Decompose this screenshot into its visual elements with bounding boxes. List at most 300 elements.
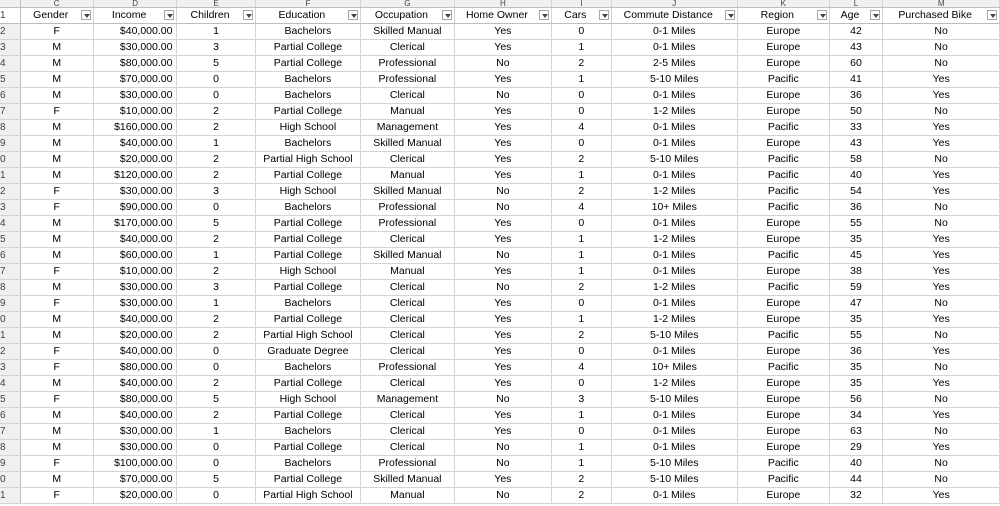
table-cell[interactable]: 40: [829, 456, 883, 472]
table-cell[interactable]: 2: [177, 264, 255, 280]
table-cell[interactable]: 2: [552, 152, 611, 168]
table-cell[interactable]: High School: [255, 264, 361, 280]
table-cell[interactable]: 0: [177, 360, 255, 376]
table-cell[interactable]: 0-1 Miles: [611, 344, 737, 360]
table-cell[interactable]: $20,000.00: [93, 488, 177, 504]
table-cell[interactable]: M: [20, 280, 93, 296]
table-cell[interactable]: 5-10 Miles: [611, 72, 737, 88]
table-cell[interactable]: 0: [552, 24, 611, 40]
column-header[interactable]: [255, 8, 361, 24]
table-cell[interactable]: Europe: [737, 488, 829, 504]
table-cell[interactable]: 1-2 Miles: [611, 184, 737, 200]
table-cell[interactable]: 1-2 Miles: [611, 232, 737, 248]
column-letter[interactable]: I: [552, 0, 611, 8]
table-cell[interactable]: 45: [829, 248, 883, 264]
row-number[interactable]: 5: [0, 232, 20, 248]
table-cell[interactable]: Yes: [454, 344, 552, 360]
table-cell[interactable]: $40,000.00: [93, 312, 177, 328]
table-cell[interactable]: 0: [552, 344, 611, 360]
table-cell[interactable]: Yes: [883, 248, 1000, 264]
table-cell[interactable]: 0-1 Miles: [611, 264, 737, 280]
table-cell[interactable]: 2: [177, 312, 255, 328]
table-cell[interactable]: Partial College: [255, 472, 361, 488]
table-cell[interactable]: 33: [829, 120, 883, 136]
table-cell[interactable]: 55: [829, 328, 883, 344]
table-cell[interactable]: 1-2 Miles: [611, 104, 737, 120]
table-cell[interactable]: 1: [177, 24, 255, 40]
column-header[interactable]: [611, 8, 737, 24]
table-cell[interactable]: Partial College: [255, 280, 361, 296]
filter-dropdown-icon[interactable]: [348, 10, 358, 20]
table-cell[interactable]: $10,000.00: [93, 264, 177, 280]
filter-dropdown-icon[interactable]: [442, 10, 452, 20]
table-cell[interactable]: $90,000.00: [93, 200, 177, 216]
table-cell[interactable]: F: [20, 296, 93, 312]
table-cell[interactable]: 47: [829, 296, 883, 312]
table-cell[interactable]: Partial College: [255, 248, 361, 264]
row-number[interactable]: 4: [0, 56, 20, 72]
table-cell[interactable]: $80,000.00: [93, 56, 177, 72]
table-cell[interactable]: 0-1 Miles: [611, 408, 737, 424]
table-cell[interactable]: Yes: [454, 328, 552, 344]
table-cell[interactable]: $80,000.00: [93, 392, 177, 408]
table-cell[interactable]: Bachelors: [255, 360, 361, 376]
table-cell[interactable]: No: [883, 152, 1000, 168]
table-cell[interactable]: 5-10 Miles: [611, 392, 737, 408]
row-number[interactable]: 6: [0, 408, 20, 424]
table-cell[interactable]: Yes: [883, 120, 1000, 136]
table-cell[interactable]: Yes: [454, 472, 552, 488]
filter-dropdown-icon[interactable]: [817, 10, 827, 20]
table-cell[interactable]: Europe: [737, 24, 829, 40]
table-cell[interactable]: No: [454, 280, 552, 296]
column-letter[interactable]: D: [93, 0, 177, 8]
row-number[interactable]: 6: [0, 88, 20, 104]
table-cell[interactable]: $30,000.00: [93, 440, 177, 456]
table-cell[interactable]: 1: [552, 312, 611, 328]
table-cell[interactable]: 0: [552, 424, 611, 440]
row-number[interactable]: 5: [0, 392, 20, 408]
filter-dropdown-icon[interactable]: [599, 10, 609, 20]
column-header[interactable]: [93, 8, 177, 24]
table-cell[interactable]: No: [883, 360, 1000, 376]
table-cell[interactable]: 0: [177, 456, 255, 472]
table-cell[interactable]: 2: [177, 104, 255, 120]
table-cell[interactable]: Professional: [361, 216, 454, 232]
table-cell[interactable]: M: [20, 88, 93, 104]
table-cell[interactable]: 2: [177, 408, 255, 424]
column-header[interactable]: [552, 8, 611, 24]
table-cell[interactable]: 2: [177, 120, 255, 136]
table-cell[interactable]: Clerical: [361, 40, 454, 56]
table-cell[interactable]: 35: [829, 312, 883, 328]
table-cell[interactable]: Skilled Manual: [361, 472, 454, 488]
table-cell[interactable]: Graduate Degree: [255, 344, 361, 360]
table-cell[interactable]: 2: [177, 232, 255, 248]
table-cell[interactable]: Europe: [737, 88, 829, 104]
table-cell[interactable]: 2: [177, 168, 255, 184]
table-cell[interactable]: Clerical: [361, 424, 454, 440]
table-cell[interactable]: 0: [552, 104, 611, 120]
table-cell[interactable]: $20,000.00: [93, 328, 177, 344]
table-cell[interactable]: 63: [829, 424, 883, 440]
table-cell[interactable]: 38: [829, 264, 883, 280]
table-cell[interactable]: 5: [177, 56, 255, 72]
table-cell[interactable]: Pacific: [737, 280, 829, 296]
table-cell[interactable]: M: [20, 312, 93, 328]
table-cell[interactable]: 2: [552, 488, 611, 504]
table-cell[interactable]: Bachelors: [255, 200, 361, 216]
table-cell[interactable]: $80,000.00: [93, 360, 177, 376]
table-cell[interactable]: M: [20, 216, 93, 232]
table-cell[interactable]: 1: [177, 248, 255, 264]
table-cell[interactable]: 2-5 Miles: [611, 56, 737, 72]
table-cell[interactable]: Yes: [883, 88, 1000, 104]
table-cell[interactable]: 4: [552, 200, 611, 216]
table-cell[interactable]: Professional: [361, 72, 454, 88]
table-cell[interactable]: $40,000.00: [93, 136, 177, 152]
table-cell[interactable]: Manual: [361, 264, 454, 280]
table-cell[interactable]: Partial College: [255, 216, 361, 232]
table-cell[interactable]: Management: [361, 120, 454, 136]
table-cell[interactable]: 5-10 Miles: [611, 472, 737, 488]
table-cell[interactable]: 43: [829, 136, 883, 152]
table-cell[interactable]: Pacific: [737, 200, 829, 216]
table-cell[interactable]: 2: [177, 376, 255, 392]
table-cell[interactable]: Europe: [737, 408, 829, 424]
row-number[interactable]: 0: [0, 312, 20, 328]
column-letter[interactable]: G: [361, 0, 454, 8]
table-cell[interactable]: No: [883, 200, 1000, 216]
table-cell[interactable]: Yes: [454, 376, 552, 392]
column-letter[interactable]: H: [454, 0, 552, 8]
column-header[interactable]: [177, 8, 255, 24]
row-number[interactable]: 1: [0, 328, 20, 344]
table-cell[interactable]: Europe: [737, 392, 829, 408]
row-number[interactable]: 8: [0, 280, 20, 296]
table-cell[interactable]: Professional: [361, 56, 454, 72]
table-cell[interactable]: F: [20, 24, 93, 40]
table-cell[interactable]: 3: [177, 184, 255, 200]
table-cell[interactable]: Clerical: [361, 232, 454, 248]
column-letter[interactable]: C: [20, 0, 93, 8]
table-cell[interactable]: $40,000.00: [93, 344, 177, 360]
table-cell[interactable]: 60: [829, 56, 883, 72]
table-cell[interactable]: 1: [552, 72, 611, 88]
table-cell[interactable]: Yes: [883, 408, 1000, 424]
table-cell[interactable]: Partial College: [255, 408, 361, 424]
table-cell[interactable]: No: [454, 440, 552, 456]
table-cell[interactable]: 54: [829, 184, 883, 200]
table-cell[interactable]: 10+ Miles: [611, 360, 737, 376]
table-cell[interactable]: Europe: [737, 344, 829, 360]
table-cell[interactable]: Europe: [737, 440, 829, 456]
table-cell[interactable]: Bachelors: [255, 88, 361, 104]
table-cell[interactable]: 0-1 Miles: [611, 40, 737, 56]
table-cell[interactable]: F: [20, 104, 93, 120]
table-cell[interactable]: $20,000.00: [93, 152, 177, 168]
table-cell[interactable]: Professional: [361, 200, 454, 216]
table-cell[interactable]: Yes: [454, 296, 552, 312]
table-cell[interactable]: 0-1 Miles: [611, 120, 737, 136]
table-cell[interactable]: M: [20, 232, 93, 248]
table-cell[interactable]: $60,000.00: [93, 248, 177, 264]
table-cell[interactable]: 36: [829, 344, 883, 360]
table-cell[interactable]: Europe: [737, 296, 829, 312]
table-cell[interactable]: Partial College: [255, 40, 361, 56]
table-cell[interactable]: F: [20, 456, 93, 472]
table-cell[interactable]: F: [20, 264, 93, 280]
table-cell[interactable]: 1: [552, 232, 611, 248]
table-cell[interactable]: No: [883, 296, 1000, 312]
table-cell[interactable]: Partial College: [255, 168, 361, 184]
table-cell[interactable]: 0-1 Miles: [611, 248, 737, 264]
table-cell[interactable]: $30,000.00: [93, 296, 177, 312]
row-number[interactable]: 8: [0, 440, 20, 456]
filter-dropdown-icon[interactable]: [987, 10, 997, 20]
table-cell[interactable]: Yes: [454, 216, 552, 232]
table-cell[interactable]: $40,000.00: [93, 408, 177, 424]
table-cell[interactable]: $40,000.00: [93, 376, 177, 392]
table-cell[interactable]: 0-1 Miles: [611, 136, 737, 152]
table-cell[interactable]: Yes: [883, 312, 1000, 328]
table-cell[interactable]: Pacific: [737, 72, 829, 88]
table-cell[interactable]: F: [20, 200, 93, 216]
table-cell[interactable]: 34: [829, 408, 883, 424]
table-cell[interactable]: 0-1 Miles: [611, 440, 737, 456]
table-cell[interactable]: 0: [177, 440, 255, 456]
table-cell[interactable]: $40,000.00: [93, 232, 177, 248]
table-cell[interactable]: 5-10 Miles: [611, 152, 737, 168]
table-cell[interactable]: 0: [552, 136, 611, 152]
table-cell[interactable]: Clerical: [361, 376, 454, 392]
row-number[interactable]: 5: [0, 72, 20, 88]
column-header[interactable]: [829, 8, 883, 24]
table-cell[interactable]: 0-1 Miles: [611, 24, 737, 40]
table-cell[interactable]: 0-1 Miles: [611, 296, 737, 312]
table-cell[interactable]: 50: [829, 104, 883, 120]
table-cell[interactable]: Bachelors: [255, 296, 361, 312]
table-cell[interactable]: 56: [829, 392, 883, 408]
table-cell[interactable]: $10,000.00: [93, 104, 177, 120]
table-cell[interactable]: Yes: [883, 72, 1000, 88]
table-cell[interactable]: M: [20, 328, 93, 344]
row-number[interactable]: 3: [0, 360, 20, 376]
table-cell[interactable]: M: [20, 440, 93, 456]
table-cell[interactable]: $30,000.00: [93, 40, 177, 56]
filter-dropdown-icon[interactable]: [725, 10, 735, 20]
filter-dropdown-icon[interactable]: [164, 10, 174, 20]
table-cell[interactable]: Bachelors: [255, 424, 361, 440]
row-number[interactable]: 1: [0, 8, 20, 24]
column-letter[interactable]: E: [177, 0, 255, 8]
table-cell[interactable]: 0: [552, 88, 611, 104]
table-cell[interactable]: 1-2 Miles: [611, 312, 737, 328]
table-cell[interactable]: Clerical: [361, 152, 454, 168]
table-cell[interactable]: No: [454, 488, 552, 504]
row-number[interactable]: 4: [0, 216, 20, 232]
table-cell[interactable]: $30,000.00: [93, 184, 177, 200]
table-cell[interactable]: No: [454, 184, 552, 200]
table-cell[interactable]: M: [20, 376, 93, 392]
table-cell[interactable]: 1: [177, 136, 255, 152]
table-cell[interactable]: Yes: [454, 24, 552, 40]
row-number[interactable]: 7: [0, 424, 20, 440]
table-cell[interactable]: 55: [829, 216, 883, 232]
table-cell[interactable]: 1: [177, 296, 255, 312]
table-cell[interactable]: 3: [552, 392, 611, 408]
table-cell[interactable]: 4: [552, 120, 611, 136]
column-letter[interactable]: J: [611, 0, 737, 8]
row-number[interactable]: 2: [0, 184, 20, 200]
table-cell[interactable]: 44: [829, 472, 883, 488]
table-cell[interactable]: No: [454, 392, 552, 408]
table-cell[interactable]: Yes: [454, 168, 552, 184]
table-cell[interactable]: High School: [255, 184, 361, 200]
table-cell[interactable]: Pacific: [737, 456, 829, 472]
table-cell[interactable]: Yes: [883, 184, 1000, 200]
table-cell[interactable]: 40: [829, 168, 883, 184]
table-cell[interactable]: Partial High School: [255, 328, 361, 344]
row-number[interactable]: 9: [0, 136, 20, 152]
table-cell[interactable]: Clerical: [361, 280, 454, 296]
table-cell[interactable]: Partial College: [255, 312, 361, 328]
table-cell[interactable]: F: [20, 488, 93, 504]
table-cell[interactable]: Europe: [737, 40, 829, 56]
row-number[interactable]: 6: [0, 248, 20, 264]
table-cell[interactable]: 0-1 Miles: [611, 88, 737, 104]
table-cell[interactable]: Yes: [883, 376, 1000, 392]
table-cell[interactable]: 36: [829, 200, 883, 216]
table-cell[interactable]: Clerical: [361, 88, 454, 104]
table-cell[interactable]: 1-2 Miles: [611, 376, 737, 392]
table-cell[interactable]: No: [454, 88, 552, 104]
table-cell[interactable]: Partial College: [255, 104, 361, 120]
table-cell[interactable]: Pacific: [737, 152, 829, 168]
table-cell[interactable]: 0: [177, 344, 255, 360]
table-cell[interactable]: Europe: [737, 56, 829, 72]
table-cell[interactable]: Europe: [737, 312, 829, 328]
table-cell[interactable]: 58: [829, 152, 883, 168]
table-cell[interactable]: $70,000.00: [93, 472, 177, 488]
table-cell[interactable]: Professional: [361, 456, 454, 472]
table-cell[interactable]: Yes: [883, 232, 1000, 248]
table-cell[interactable]: 35: [829, 360, 883, 376]
table-cell[interactable]: 35: [829, 376, 883, 392]
row-number[interactable]: 2: [0, 344, 20, 360]
column-header[interactable]: [20, 8, 93, 24]
table-cell[interactable]: Pacific: [737, 472, 829, 488]
table-cell[interactable]: 1: [552, 408, 611, 424]
table-cell[interactable]: Clerical: [361, 344, 454, 360]
table-cell[interactable]: 2: [552, 328, 611, 344]
table-cell[interactable]: Clerical: [361, 312, 454, 328]
column-header[interactable]: [737, 8, 829, 24]
table-cell[interactable]: Europe: [737, 104, 829, 120]
table-cell[interactable]: Europe: [737, 264, 829, 280]
table-cell[interactable]: $100,000.00: [93, 456, 177, 472]
table-cell[interactable]: 5: [177, 472, 255, 488]
table-cell[interactable]: Clerical: [361, 296, 454, 312]
table-cell[interactable]: 0: [552, 296, 611, 312]
row-number[interactable]: 3: [0, 40, 20, 56]
table-cell[interactable]: No: [883, 392, 1000, 408]
table-cell[interactable]: No: [883, 56, 1000, 72]
table-cell[interactable]: 43: [829, 40, 883, 56]
table-cell[interactable]: Management: [361, 392, 454, 408]
table-cell[interactable]: Yes: [454, 312, 552, 328]
table-cell[interactable]: M: [20, 40, 93, 56]
table-cell[interactable]: Partial High School: [255, 488, 361, 504]
table-cell[interactable]: M: [20, 72, 93, 88]
table-cell[interactable]: F: [20, 344, 93, 360]
table-cell[interactable]: No: [883, 216, 1000, 232]
table-cell[interactable]: 36: [829, 88, 883, 104]
table-cell[interactable]: Europe: [737, 216, 829, 232]
table-cell[interactable]: Pacific: [737, 120, 829, 136]
table-cell[interactable]: 5: [177, 392, 255, 408]
table-cell[interactable]: 5-10 Miles: [611, 328, 737, 344]
table-cell[interactable]: M: [20, 120, 93, 136]
table-cell[interactable]: $160,000.00: [93, 120, 177, 136]
table-cell[interactable]: Yes: [454, 264, 552, 280]
row-number[interactable]: 1: [0, 168, 20, 184]
row-number[interactable]: 9: [0, 296, 20, 312]
table-cell[interactable]: Skilled Manual: [361, 248, 454, 264]
table-cell[interactable]: Bachelors: [255, 24, 361, 40]
table-cell[interactable]: 2: [552, 184, 611, 200]
table-cell[interactable]: No: [454, 200, 552, 216]
table-cell[interactable]: Pacific: [737, 168, 829, 184]
filter-dropdown-icon[interactable]: [81, 10, 91, 20]
table-cell[interactable]: Manual: [361, 488, 454, 504]
table-cell[interactable]: Yes: [454, 424, 552, 440]
row-number[interactable]: 4: [0, 376, 20, 392]
table-cell[interactable]: 0-1 Miles: [611, 168, 737, 184]
table-cell[interactable]: Skilled Manual: [361, 136, 454, 152]
table-cell[interactable]: 2: [177, 152, 255, 168]
table-cell[interactable]: No: [454, 248, 552, 264]
table-cell[interactable]: Yes: [883, 344, 1000, 360]
table-cell[interactable]: No: [883, 456, 1000, 472]
table-cell[interactable]: 0: [552, 216, 611, 232]
table-cell[interactable]: M: [20, 248, 93, 264]
table-cell[interactable]: Skilled Manual: [361, 24, 454, 40]
table-cell[interactable]: 35: [829, 232, 883, 248]
table-cell[interactable]: 3: [177, 280, 255, 296]
table-cell[interactable]: M: [20, 408, 93, 424]
corner-cell[interactable]: [0, 0, 20, 8]
column-letter[interactable]: K: [737, 0, 829, 8]
table-cell[interactable]: Yes: [883, 488, 1000, 504]
table-cell[interactable]: 59: [829, 280, 883, 296]
row-number[interactable]: 0: [0, 472, 20, 488]
table-cell[interactable]: Bachelors: [255, 72, 361, 88]
table-cell[interactable]: No: [883, 104, 1000, 120]
table-cell[interactable]: $170,000.00: [93, 216, 177, 232]
table-cell[interactable]: 0-1 Miles: [611, 424, 737, 440]
row-number[interactable]: 7: [0, 264, 20, 280]
table-cell[interactable]: M: [20, 136, 93, 152]
table-cell[interactable]: No: [454, 56, 552, 72]
row-number[interactable]: 9: [0, 456, 20, 472]
column-letter[interactable]: M: [883, 0, 1000, 8]
table-cell[interactable]: 1-2 Miles: [611, 280, 737, 296]
table-cell[interactable]: M: [20, 56, 93, 72]
table-cell[interactable]: M: [20, 472, 93, 488]
table-cell[interactable]: Yes: [454, 408, 552, 424]
table-cell[interactable]: 32: [829, 488, 883, 504]
